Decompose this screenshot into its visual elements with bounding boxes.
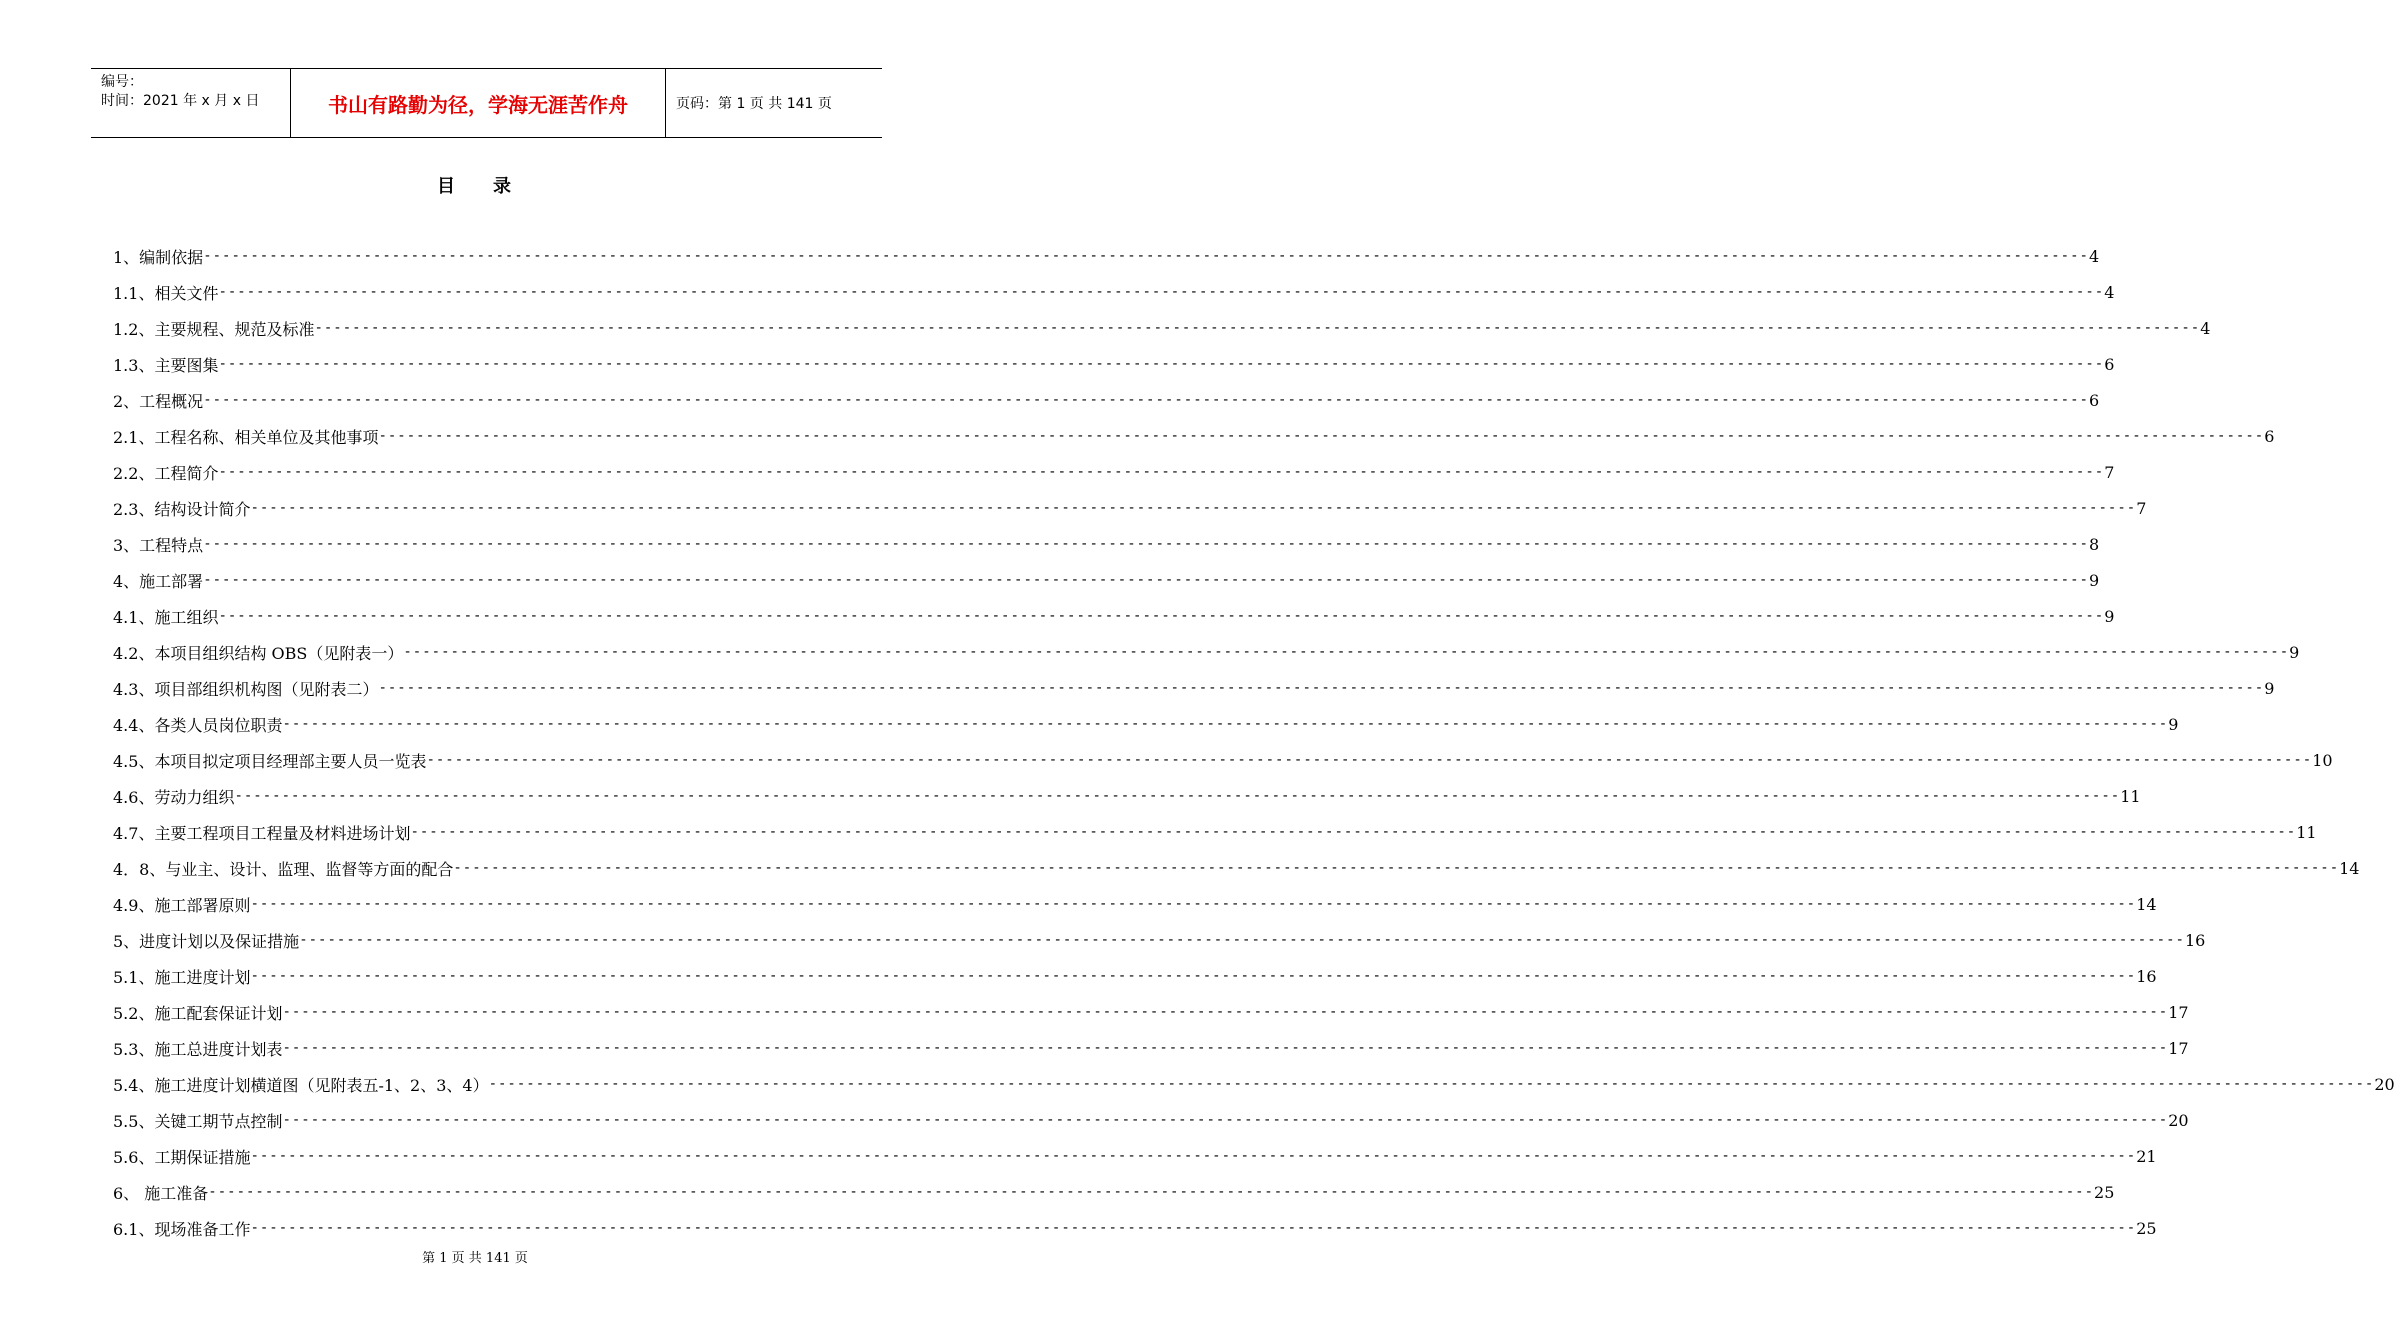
toc-entry[interactable] [113, 526, 2100, 562]
header-motto: 书山有路勤为径，学海无涯苦作舟 [291, 69, 666, 137]
toc-entry-label: 4、施工部署 [113, 571, 204, 591]
toc-leader-dashes: -------------------------------------------------------------------------------------------------------------------------------------------------------------------------------------------------------- [250, 1220, 2137, 1236]
toc-entry[interactable] [113, 634, 2300, 670]
toc-entry-label: 4.4、各类人员岗位职责 [113, 715, 283, 735]
toc-entry-label: 1.1、相关文件 [113, 283, 219, 303]
toc-entry-page: 6 [2104, 354, 2115, 374]
toc-entry[interactable] [113, 850, 2360, 886]
toc-entry-label: 5.2、施工配套保证计划 [113, 1003, 283, 1023]
toc-entry[interactable] [113, 886, 2157, 922]
toc-leader-dashes: -------------------------------------------------------------------------------------------------------------------------------------------------------------------------------------------------------- [426, 752, 2313, 768]
toc-entry-label: 4．8、与业主、设计、监理、监督等方面的配合 [113, 859, 454, 879]
toc-entry-page: 25 [2094, 1182, 2115, 1202]
toc-leader-dashes: -------------------------------------------------------------------------------------------------------------------------------------------------------------------------------------------------------- [410, 824, 2297, 840]
toc-entry-page: 6 [2088, 390, 2100, 410]
toc-entry-label: 1.2、主要规程、规范及标准 [113, 319, 315, 339]
toc-entry-page: 11 [2296, 822, 2317, 842]
toc-leader-dashes: -------------------------------------------------------------------------------------------------------------------------------------------------------------------------------------------------------- [250, 896, 2137, 912]
toc-leader-dashes: -------------------------------------------------------------------------------------------------------------------------------------------------------------------------------------------------------- [218, 356, 2105, 372]
toc-entry-label: 4.7、主要工程项目工程量及材料进场计划 [113, 823, 411, 843]
toc-entry-label: 2.2、工程简介 [113, 463, 219, 483]
toc-entry[interactable] [113, 1102, 2189, 1138]
toc-entry-label: 3、工程特点 [113, 535, 204, 555]
toc-entry-page: 9 [2264, 678, 2275, 698]
toc-leader-dashes: -------------------------------------------------------------------------------------------------------------------------------------------------------------------------------------------------------- [314, 320, 2201, 336]
toc-entry[interactable] [113, 1174, 2115, 1210]
toc-entry[interactable] [113, 274, 2115, 310]
toc-leader-dashes: -------------------------------------------------------------------------------------------------------------------------------------------------------------------------------------------------------- [203, 536, 2089, 552]
toc-entry[interactable] [113, 598, 2115, 634]
toc-entry[interactable] [113, 706, 2179, 742]
toc-entry[interactable] [113, 1066, 2395, 1102]
toc-entry-label: 4.5、本项目拟定项目经理部主要人员一览表 [113, 751, 427, 771]
toc-entry-label: 6.1、现场准备工作 [113, 1219, 251, 1239]
header-page-number: 页码：第 1 页 共 141 页 [676, 96, 832, 112]
header-meta [91, 69, 291, 137]
toc-title [0, 172, 950, 198]
toc-entry-page: 9 [2104, 606, 2115, 626]
table-of-contents [113, 238, 2395, 1246]
toc-title-char-2: 录 [493, 176, 513, 197]
toc-entry-page: 7 [2136, 498, 2147, 518]
toc-leader-dashes: -------------------------------------------------------------------------------------------------------------------------------------------------------------------------------------------------------- [378, 428, 2265, 444]
toc-entry-label: 1.3、主要图集 [113, 355, 219, 375]
toc-leader-dashes: -------------------------------------------------------------------------------------------------------------------------------------------------------------------------------------------------------- [203, 572, 2089, 588]
toc-leader-dashes: -------------------------------------------------------------------------------------------------------------------------------------------------------------------------------------------------------- [282, 716, 2169, 732]
toc-entry-page: 4 [2200, 318, 2211, 338]
toc-entry-page: 9 [2088, 570, 2100, 590]
toc-entry-page: 10 [2312, 750, 2333, 770]
toc-entry[interactable] [113, 454, 2115, 490]
toc-leader-dashes: -------------------------------------------------------------------------------------------------------------------------------------------------------------------------------------------------------- [203, 392, 2089, 408]
toc-leader-dashes: -------------------------------------------------------------------------------------------------------------------------------------------------------------------------------------------------------- [218, 284, 2105, 300]
toc-entry-page: 14 [2136, 894, 2157, 914]
toc-leader-dashes: -------------------------------------------------------------------------------------------------------------------------------------------------------------------------------------------------------- [234, 788, 2121, 804]
toc-entry[interactable] [113, 922, 2206, 958]
toc-entry-label: 2、工程概况 [113, 391, 204, 411]
toc-entry-label: 5.4、施工进度计划横道图（见附表五-1、2、3、4） [113, 1075, 489, 1095]
toc-entry[interactable] [113, 670, 2275, 706]
toc-entry-page: 16 [2184, 930, 2206, 950]
toc-entry[interactable] [113, 1138, 2157, 1174]
page-footer: 第 1 页 共 141 页 [422, 1251, 528, 1266]
toc-entry-label: 4.6、劳动力组织 [113, 787, 235, 807]
toc-entry[interactable] [113, 778, 2141, 814]
toc-entry-page: 7 [2104, 462, 2115, 482]
toc-entry-label: 5、进度计划以及保证措施 [113, 931, 300, 951]
toc-entry[interactable] [113, 382, 2100, 418]
toc-entry-page: 8 [2088, 534, 2100, 554]
toc-entry[interactable] [113, 418, 2275, 454]
toc-leader-dashes: -------------------------------------------------------------------------------------------------------------------------------------------------------------------------------------------------------- [218, 608, 2105, 624]
toc-leader-dashes: -------------------------------------------------------------------------------------------------------------------------------------------------------------------------------------------------------- [208, 1184, 2095, 1200]
toc-entry-page: 20 [2168, 1110, 2189, 1130]
toc-entry-page: 17 [2168, 1002, 2189, 1022]
toc-entry[interactable] [113, 814, 2317, 850]
toc-leader-dashes: -------------------------------------------------------------------------------------------------------------------------------------------------------------------------------------------------------- [218, 464, 2105, 480]
toc-leader-dashes: -------------------------------------------------------------------------------------------------------------------------------------------------------------------------------------------------------- [453, 860, 2340, 876]
toc-entry[interactable] [113, 742, 2333, 778]
toc-entry-label: 4.9、施工部署原则 [113, 895, 251, 915]
toc-entry[interactable] [113, 310, 2211, 346]
toc-entry-label: 4.3、项目部组织机构图（见附表二） [113, 679, 379, 699]
toc-entry-page: 11 [2120, 786, 2141, 806]
toc-entry-page: 9 [2289, 642, 2300, 662]
toc-leader-dashes: -------------------------------------------------------------------------------------------------------------------------------------------------------------------------------------------------------- [250, 968, 2137, 984]
toc-entry-label: 5.3、施工总进度计划表 [113, 1039, 283, 1059]
toc-leader-dashes: -------------------------------------------------------------------------------------------------------------------------------------------------------------------------------------------------------- [299, 932, 2185, 948]
toc-entry-page: 20 [2374, 1074, 2395, 1094]
toc-entry[interactable] [113, 238, 2100, 274]
toc-title-char-1: 目 [437, 176, 457, 197]
toc-entry[interactable] [113, 958, 2157, 994]
toc-entry-label: 6、 施工准备 [113, 1183, 209, 1203]
toc-entry-label: 4.1、施工组织 [113, 607, 219, 627]
toc-entry[interactable] [113, 994, 2189, 1030]
toc-entry-page: 4 [2104, 282, 2115, 302]
toc-leader-dashes: -------------------------------------------------------------------------------------------------------------------------------------------------------------------------------------------------------- [282, 1004, 2169, 1020]
toc-leader-dashes: -------------------------------------------------------------------------------------------------------------------------------------------------------------------------------------------------------- [203, 248, 2089, 264]
toc-leader-dashes: -------------------------------------------------------------------------------------------------------------------------------------------------------------------------------------------------------- [488, 1076, 2375, 1092]
toc-entry-label: 2.3、结构设计简介 [113, 499, 251, 519]
toc-entry-page: 25 [2136, 1218, 2157, 1238]
toc-entry[interactable] [113, 1030, 2189, 1066]
toc-entry-label: 5.6、工期保证措施 [113, 1147, 251, 1167]
toc-entry-label: 2.1、工程名称、相关单位及其他事项 [113, 427, 379, 447]
toc-leader-dashes: -------------------------------------------------------------------------------------------------------------------------------------------------------------------------------------------------------- [250, 500, 2137, 516]
toc-entry-label: 4.2、本项目组织结构 OBS（见附表一） [113, 643, 404, 663]
toc-leader-dashes: -------------------------------------------------------------------------------------------------------------------------------------------------------------------------------------------------------- [378, 680, 2265, 696]
document-time: 时间：2021 年 x 月 x 日 [101, 93, 260, 109]
toc-entry-page: 4 [2088, 246, 2100, 266]
page-header [91, 68, 882, 138]
toc-entry-page: 14 [2339, 858, 2360, 878]
document-number: 编号： [101, 74, 143, 90]
toc-entry[interactable] [113, 1210, 2157, 1246]
toc-entry-label: 5.1、施工进度计划 [113, 967, 251, 987]
toc-entry-page: 9 [2168, 714, 2179, 734]
toc-leader-dashes: -------------------------------------------------------------------------------------------------------------------------------------------------------------------------------------------------------- [403, 644, 2290, 660]
toc-entry-label: 5.5、关键工期节点控制 [113, 1111, 283, 1131]
toc-entry-page: 21 [2136, 1146, 2157, 1166]
toc-entry-page: 16 [2136, 966, 2157, 986]
toc-entry-label: 1、编制依据 [113, 247, 204, 267]
toc-entry-page: 17 [2168, 1038, 2189, 1058]
toc-leader-dashes: -------------------------------------------------------------------------------------------------------------------------------------------------------------------------------------------------------- [250, 1148, 2137, 1164]
toc-entry[interactable] [113, 562, 2100, 598]
toc-leader-dashes: -------------------------------------------------------------------------------------------------------------------------------------------------------------------------------------------------------- [282, 1112, 2169, 1128]
toc-leader-dashes: -------------------------------------------------------------------------------------------------------------------------------------------------------------------------------------------------------- [282, 1040, 2169, 1056]
toc-entry-page: 6 [2264, 426, 2275, 446]
toc-entry[interactable] [113, 346, 2115, 382]
toc-entry[interactable] [113, 490, 2147, 526]
